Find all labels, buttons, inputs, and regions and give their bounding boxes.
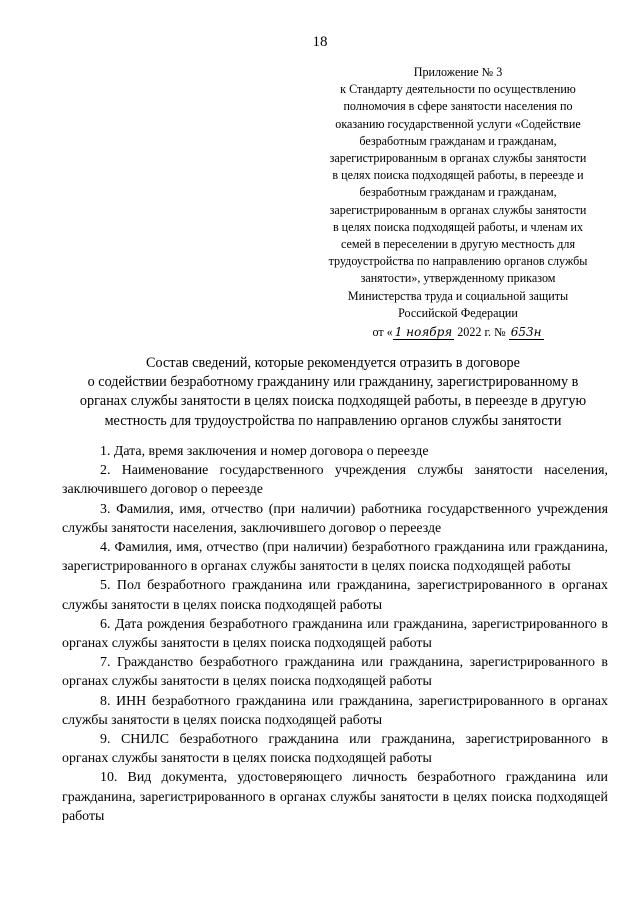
date-prefix: от «	[372, 325, 393, 340]
list-item: 2. Наименование государственного учреждения службы занятости населения, заключившего договор о переезде	[62, 463, 608, 498]
appendix-line: безработным гражданам и гражданам,	[359, 133, 557, 148]
list-item: 10. Вид документа, удостоверяющего личность безработного гражданина или гражданина, зарегистрированного в органах службы занятости в целях поиска подходящей работы	[62, 770, 608, 824]
list-item: 9. СНИЛС безработного гражданина или гражданина, зарегистрированного в органах службы занятости в целях поиска подходящей работы	[62, 732, 608, 767]
handwritten-order-number: 653н	[510, 325, 542, 340]
appendix-line: семей в переселении в другую местность для	[340, 237, 576, 252]
document-title	[48, 354, 618, 431]
page-number: 18	[312, 34, 328, 50]
appendix-line: Российской Федерации	[398, 305, 518, 320]
appendix-line: к Стандарту деятельности по осуществлению	[340, 82, 576, 97]
appendix-line: безработным гражданам и гражданам,	[359, 185, 557, 200]
appendix-line: в целях поиска подходящей работы, и членам их	[332, 219, 584, 234]
appendix-line: оказанию государственной услуги «Содействие	[335, 116, 581, 131]
list-item: 5. Пол безработного гражданина или гражданина, зарегистрированного в органах службы занятости в целях поиска подходящей работы	[62, 578, 608, 613]
list-item: 4. Фамилия, имя, отчество (при наличии) безработного гражданина или гражданина, зарегистрированного в органах службы занятости в целях поиска подходящей работы	[62, 540, 608, 575]
appendix-line: зарегистрированным в органах службы занятости	[329, 202, 587, 217]
appendix-line: трудоустройства по направлению органов службы	[328, 254, 588, 269]
title-line: о содействии безработному гражданину или гражданину, зарегистрированному в	[87, 374, 579, 391]
list-item: 3. Фамилия, имя, отчество (при наличии) работника государственного учреждения службы занятости населения, заключившего договор о переезде	[62, 501, 608, 536]
items-list	[62, 442, 608, 826]
date-year: 2022 г. №	[457, 325, 506, 340]
appendix-line: в целях поиска подходящей работы, в переезде и	[332, 168, 584, 183]
appendix-line: Министерства труда и социальной защиты	[347, 288, 569, 303]
appendix-line: зарегистрированным в органах службы занятости	[329, 151, 587, 166]
appendix-line: Приложение № 3	[413, 65, 503, 79]
list-item: 8. ИНН безработного гражданина или гражданина, зарегистрированного в органах службы занятости в целях поиска подходящей работы	[62, 693, 608, 728]
order-date-line	[312, 324, 604, 341]
appendix-line: занятости», утвержденному приказом	[360, 271, 556, 286]
list-item: 6. Дата рождения безработного гражданина или гражданина, зарегистрированного в органах службы занятости в целях поиска подходящей работы	[62, 616, 608, 652]
title-line: органах службы занятости в целях поиска подходящей работы, в переезде в другую	[79, 393, 587, 410]
list-item: 1. Дата, время заключения и номер договора о переезде	[100, 444, 429, 459]
title-line: Состав сведений, которые рекомендуется отразить в договоре	[146, 355, 520, 371]
title-line: местность для трудоустройства по направлению органов службы занятости	[104, 412, 562, 429]
appendix-line: полномочия в сфере занятости населения по	[343, 99, 573, 114]
handwritten-date: 1 ноября	[394, 325, 453, 340]
appendix-header	[312, 64, 604, 341]
list-item: 7. Гражданство безработного гражданина или гражданина, зарегистрированного в органах службы занятости в целях поиска подходящей работы	[62, 655, 608, 690]
